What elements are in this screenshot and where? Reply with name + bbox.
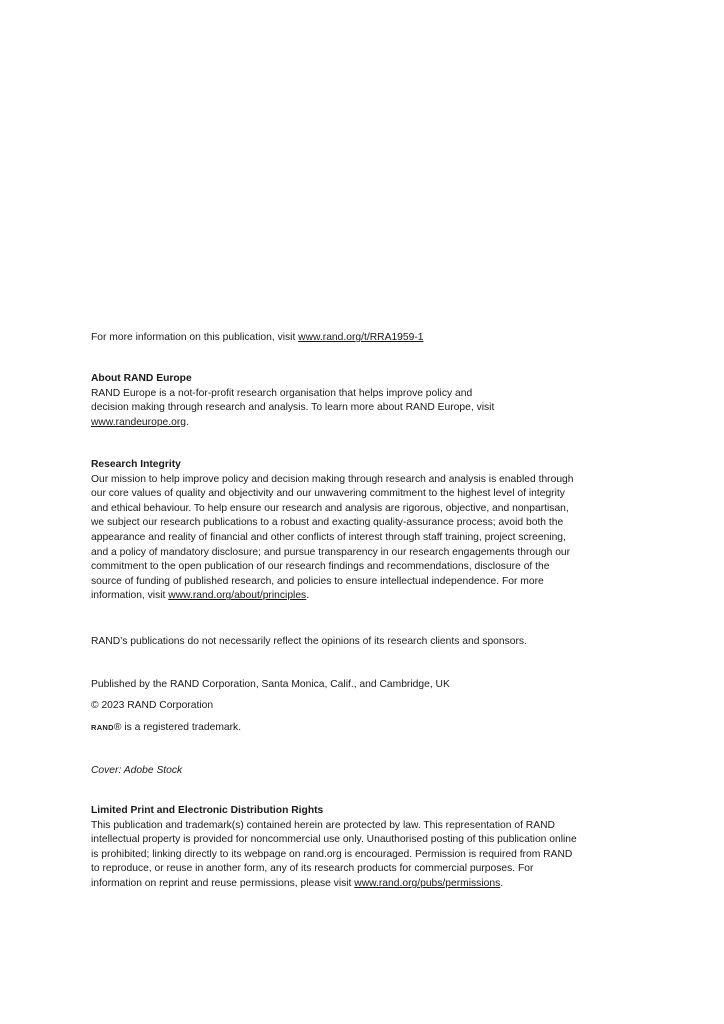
disclaimer-text: RAND’s publications do not necessarily reflect the opinions of its research clients and sponsors. <box>91 636 527 647</box>
about-text: RAND Europe is a not-for-profit research organisation that helps improve policy and decision making through research and analysis. To learn more about RAND Europe, visit <box>91 387 495 414</box>
integrity-end: . <box>306 590 310 602</box>
permissions-link[interactable]: www.rand.org/pubs/permissions <box>354 877 501 889</box>
rights-end: . <box>500 877 504 889</box>
rights-text: This publication and trademark(s) contained herein are protected by law. This representation of RAND intellectual property is provided for noncommercial use only. Unauthorised posting of this publication online is prohibited; linking directly to its webpage on rand.org is encouraged. Permission is required from RAND to reproduce, or reuse in another form, any of its research products for commercial purposes. For information on reprint and reuse permissions, please visit <box>91 819 577 889</box>
copyright-text: © 2023 RAND Corporation <box>91 700 214 711</box>
about-heading: About RAND Europe <box>91 373 192 384</box>
randeurope-link[interactable]: www.randeurope.org <box>91 416 187 428</box>
about-body <box>91 387 506 431</box>
info-line <box>91 331 581 346</box>
cover-credit: Cover: Adobe Stock <box>91 765 183 776</box>
rights-body <box>91 819 581 892</box>
integrity-section <box>91 458 581 604</box>
integrity-body <box>91 473 581 604</box>
about-end: . <box>186 416 189 428</box>
published-text: Published by the RAND Corporation, Santa Monica, Calif., and Cambridge, UK <box>91 679 450 690</box>
rand-logo-mark: RAND <box>91 723 114 732</box>
info-text: For more information on this publication, visit <box>91 332 299 343</box>
integrity-text: Our mission to help improve policy and decision making through research and analysis is enabled through our core values of quality and objectivity and our unwavering commitment to the highest level of integrity and ethical behaviour. To help ensure our research and analysis are rigorous, objective, and nonpartisan, we subject our research publications to a robust and exacting quality-assurance process; avoid both the appearance and reality of financial and other conflicts of interest through staff training, project screening, and a policy of mandatory disclosure; and pursue transparency in our research engagements through our commitment to the open publication of our research findings and recommendations, disclosure of the source of funding of published research, and policies to ensure intellectual independence. For more information, visit <box>91 473 574 602</box>
trademark-line <box>91 721 581 736</box>
integrity-heading: Research Integrity <box>91 459 181 470</box>
rights-section <box>91 804 581 892</box>
trademark-text: ® is a registered trademark. <box>113 722 242 733</box>
about-section <box>91 372 506 430</box>
rights-heading: Limited Print and Electronic Distribution Rights <box>91 805 324 816</box>
publication-link[interactable]: www.rand.org/t/RRA1959-1 <box>298 332 424 343</box>
principles-link[interactable]: www.rand.org/about/principles <box>168 590 307 602</box>
